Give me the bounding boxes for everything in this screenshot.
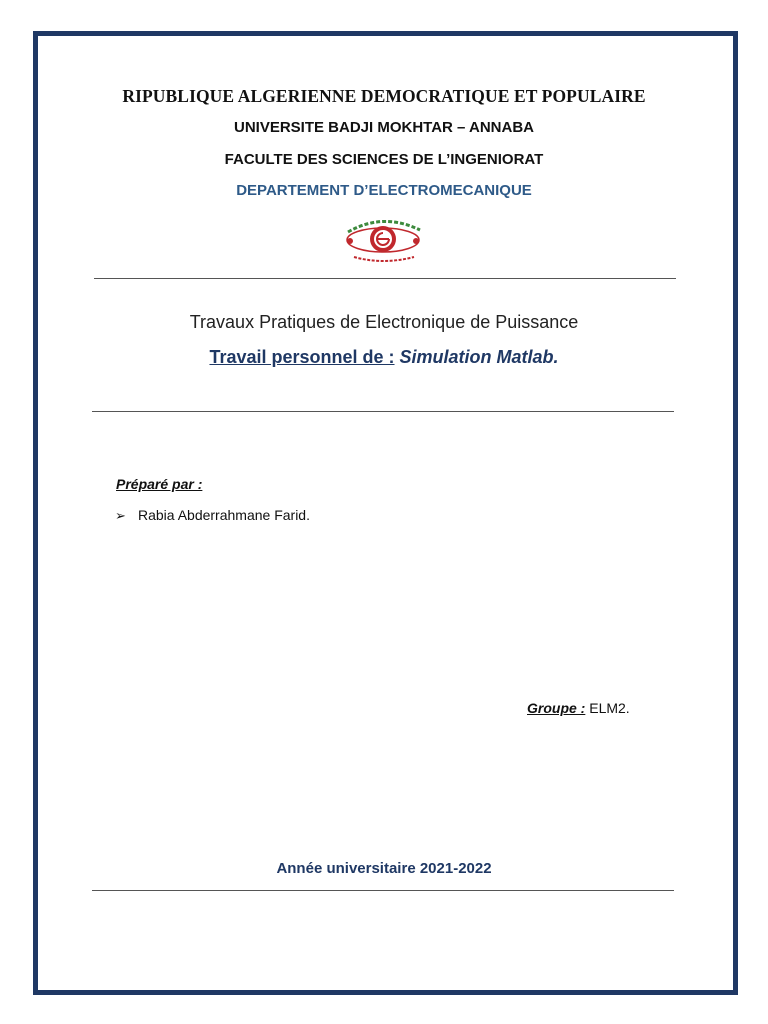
arrow-bullet-icon: ➢	[115, 508, 126, 523]
work-title	[0, 347, 768, 368]
divider-top	[94, 278, 676, 279]
group-line	[527, 700, 630, 716]
divider-bottom	[92, 890, 674, 891]
author-list-item	[115, 507, 310, 524]
group-label: Groupe :	[527, 700, 586, 716]
group-value: ELM2.	[589, 700, 630, 716]
work-subject: Simulation Matlab.	[399, 347, 559, 367]
department-name: DEPARTEMENT D’ELECTROMECANIQUE	[236, 182, 532, 199]
republic-heading: RIPUBLIQUE ALGERIENNE DEMOCRATIQUE ET POPULAIRE	[122, 86, 646, 106]
academic-year: Année universitaire 2021-2022	[276, 860, 492, 877]
work-label: Travail personnel de :	[209, 347, 395, 367]
university-name: UNIVERSITE BADJI MOKHTAR – ANNABA	[233, 119, 534, 136]
author-name: Rabia Abderrahmane Farid.	[138, 507, 310, 523]
faculty-name: FACULTE DES SCIENCES DE L’INGENIORAT	[224, 151, 544, 168]
university-logo	[336, 210, 430, 266]
divider-middle	[92, 411, 674, 412]
course-title: Travaux Pratiques de Electronique de Puissance	[189, 312, 579, 332]
prepared-by-label: Préparé par :	[116, 476, 203, 492]
